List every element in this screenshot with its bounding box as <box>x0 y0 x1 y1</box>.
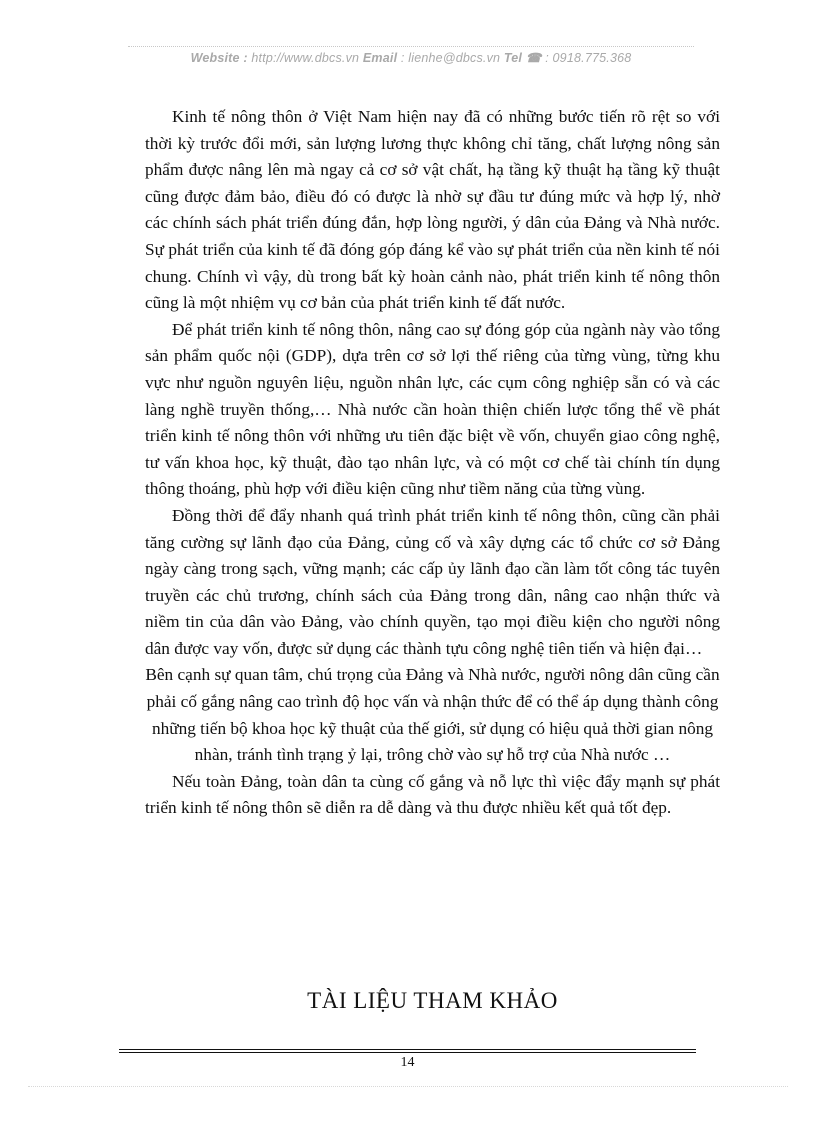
paragraph: Để phát triển kinh tế nông thôn, nâng cao sự đóng góp của ngành này vào tổng sản phẩm quốc nội (GDP), dựa trên cơ sở lợi thế riêng của từng vùng, từng khu vực như nguồn nguyên liệu, nguồn nhân lực, các cụm công nghiệp sẵn có và các làng nghề truyền thống,… Nhà nước cần hoàn thiện chiến lược tổng thể về phát triển kinh tế nông thôn với những ưu tiên đặc biệt về vốn, chuyển giao công nghệ, tư vấn khoa học, kỹ thuật, đào tạo nhân lực, và có một cơ chế tài chính tín dụng thông thoáng, phù hợp với điều kiện cũng như tiềm năng của từng vùng. <box>145 319 720 499</box>
body-text <box>145 104 720 822</box>
page-header <box>128 50 694 65</box>
tel-value: : 0918.775.368 <box>541 51 632 65</box>
footer-double-rule <box>119 1049 696 1053</box>
website-label: Website : <box>190 51 248 65</box>
paragraph: Đồng thời để đẩy nhanh quá trình phát triển kinh tế nông thôn, cũng cần phải tăng cường sự lãnh đạo của Đảng, củng cố và xây dựng các tổ chức cơ sở Đảng ngày càng trong sạch, vững mạnh; các cấp ủy lãnh đạo cần làm tốt công tác tuyên truyền các chủ trương, chính sách của Đảng trong dân, nâng cao nhận thức và niềm tin của dân vào Đảng, vào chính quyền, tạo mọi điều kiện cho người nông dân được vay vốn, được sử dụng các thành tựu công nghệ tiên tiến và hiện đại… <box>145 505 720 658</box>
page-number: 14 <box>400 1055 415 1070</box>
email-value: : lienhe@dbcs.vn <box>397 51 504 65</box>
website-value: http://www.dbcs.vn <box>247 51 363 65</box>
header-dotted-rule <box>128 46 694 47</box>
paragraph: Kinh tế nông thôn ở Việt Nam hiện nay đã có những bước tiến rõ rệt so với thời kỳ trước đổi mới, sản lượng lương thực không chỉ tăng, chất lượng nông sản phẩm được nâng lên mà ngay cả cơ sở vật chất, hạ tầng kỹ thuật hạ tầng kỹ thuật cũng được đảm bảo, điều đó có được là nhờ sự đầu tư đúng mức và hợp lý, nhờ các chính sách phát triển đúng đắn, hợp lòng người, ý dân của Đảng và Nhà nước. Sự phát triển của kinh tế đã đóng góp đáng kể vào sự phát triển của nền kinh tế nói chung. Chính vì vậy, dù trong bất kỳ hoàn cảnh nào, phát triển kinh tế nông thôn cũng là một nhiệm vụ cơ bản của phát triển kinh tế đất nước. <box>145 107 720 313</box>
section-heading: TÀI LIỆU THAM KHẢO <box>307 988 558 1013</box>
tel-label: Tel ☎ <box>503 51 542 65</box>
paragraph: Nếu toàn Đảng, toàn dân ta cùng cố gắng và nỗ lực thì việc đẩy mạnh sự phát triển kinh tế nông thôn sẽ diễn ra dễ dàng và thu được nhiều kết quả tốt đẹp. <box>145 771 720 818</box>
email-label: Email <box>362 51 398 65</box>
footer-dotted-rule <box>28 1086 788 1087</box>
paragraph-centered: Bên cạnh sự quan tâm, chú trọng của Đảng và Nhà nước, người nông dân cũng cần phải cố gắng nâng cao trình độ học vấn và nhận thức để có thể áp dụng thành công những tiến bộ khoa học kỹ thuật của thế giới, sử dụng có hiệu quả thời gian nông nhàn, tránh tình trạng ỷ lại, trông chờ vào sự hỗ trợ của Nhà nước … <box>145 665 720 765</box>
